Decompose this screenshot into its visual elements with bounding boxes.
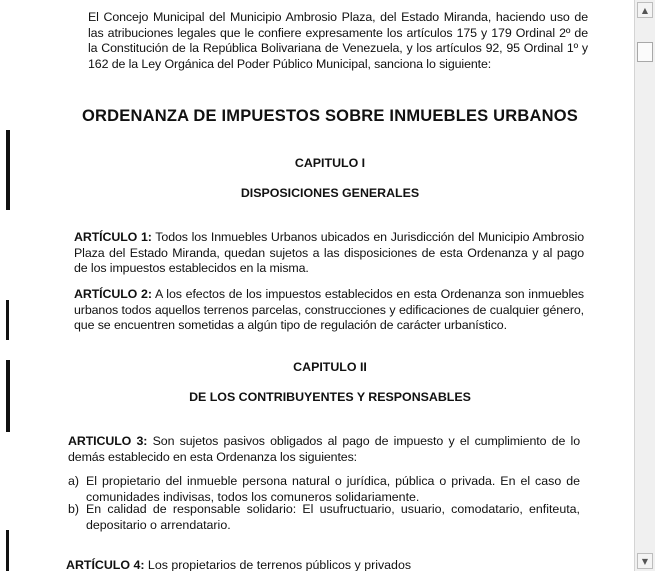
scan-artifact: [6, 130, 10, 210]
list-item-text: En calidad de responsable solidario: El usufructuario, usuario, comodatario, enfiteuta, depositario o arrendatario.: [86, 502, 580, 532]
list-item-text: El propietario del inmueble persona natural o jurídica, pública o privada. En el caso de comunidades indivisas, todos los comuneros solidariamente.: [86, 474, 580, 504]
scan-artifact: [6, 360, 10, 432]
article-4-text: Los propietarios de terrenos públicos y privados: [144, 558, 412, 571]
article-1-label: ARTÍCULO 1:: [74, 230, 152, 244]
triangle-down-icon: ▼: [641, 556, 649, 566]
article-1: [74, 230, 584, 277]
chapter-1-label: CAPITULO I: [294, 156, 366, 170]
list-item-marker: a): [68, 474, 80, 488]
article-3-text: Son sujetos pasivos obligados al pago de impuesto y el cumplimiento de lo demás establecido en esta Ordenanza los siguientes:: [68, 434, 580, 464]
document-title: ORDENANZA DE IMPUESTOS SOBRE INMUEBLES URBANOS: [82, 107, 578, 125]
article-3: [68, 434, 580, 465]
vertical-scrollbar[interactable]: [634, 0, 655, 571]
chapter-2-name: DE LOS CONTRIBUYENTES Y RESPONSABLES: [189, 390, 471, 404]
article-1-text: Todos los Inmuebles Urbanos ubicados en Jurisdicción del Municipio Ambrosio Plaza del Estado Miranda, quedan sujetos a las disposiciones de esta Ordenanza y al pago de los impuestos establecidos en la misma.: [74, 230, 584, 275]
scrollbar-thumb[interactable]: [637, 42, 653, 62]
list-item-marker: b): [68, 502, 80, 516]
chapter-1-name: DISPOSICIONES GENERALES: [240, 186, 420, 200]
article-3-label: ARTICULO 3:: [68, 434, 148, 448]
scan-artifact: [6, 530, 9, 571]
scan-artifact: [6, 300, 9, 340]
article-2-label: ARTÍCULO 2:: [74, 287, 152, 301]
intro-paragraph: El Concejo Municipal del Municipio Ambrosio Plaza, del Estado Miranda, haciendo uso de las atribuciones legales que le confiere expresamente los artículos 175 y 179 Ordinal 2º de la Constitución de la República Bolivariana de Venezuela, y los artículos 92, 95 Ordinal 1º y 162 de la Ley Orgánica del Poder Público Municipal, sanciona lo siguiente:: [88, 10, 588, 71]
scroll-down-button[interactable]: [637, 553, 653, 569]
article-2-text: A los efectos de los impuestos establecidos en esta Ordenanza son inmuebles urbanos todos aquellos terrenos parcelas, construcciones y edificaciones de cualquier género, que se encuentren sometidas a algún tipo de regulación de carácter urbanístico.: [74, 287, 584, 332]
article-2: [74, 287, 584, 334]
triangle-up-icon: ▲: [641, 5, 649, 15]
chapter-2-label: CAPITULO II: [293, 360, 367, 374]
article-4-label: ARTÍCULO 4:: [66, 558, 145, 571]
scroll-up-button[interactable]: [637, 2, 653, 18]
article-4: [66, 558, 411, 571]
